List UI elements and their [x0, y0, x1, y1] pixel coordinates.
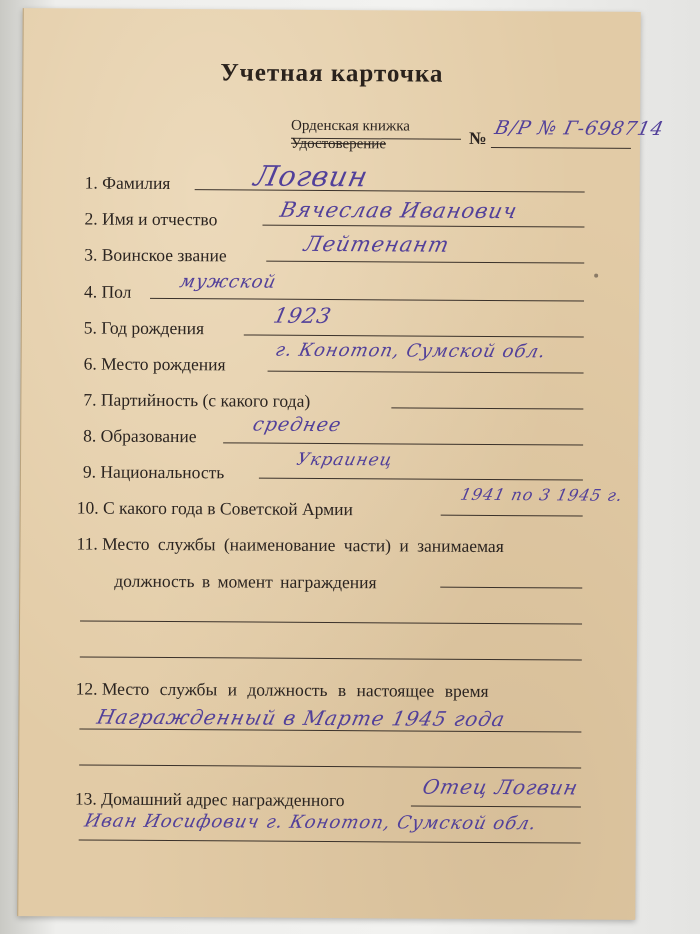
field-5-label: 5. Год рождения [83, 317, 205, 339]
field-11-rule-3 [80, 656, 582, 660]
field-4-value: мужской [177, 271, 279, 293]
field-2-rule [262, 225, 584, 228]
field-7-label: 7. Партийность (с какого года) [83, 389, 311, 411]
field-12-label: 12. Место службы и должность в настоящее время [75, 678, 489, 701]
order-book-number: В/Р № Г-698714 [492, 117, 667, 141]
field-2-value: Вячеслав Иванович [277, 197, 520, 224]
field-1-value: Логвин [251, 159, 372, 194]
field-13-rule-1 [411, 806, 581, 808]
field-10-rule [441, 515, 583, 517]
field-12-value: Награжденный в Марте 1945 года [94, 704, 508, 732]
field-9-value: Украинец [294, 449, 395, 471]
field-13-value-line2: Иван Иосифович г. Конотоп, Сумской обл. [82, 810, 539, 835]
field-6-value: г. Конотоп, Сумской обл. [273, 339, 549, 363]
field-11-rule-1 [440, 587, 582, 589]
field-6-label: 6. Место рождения [83, 353, 226, 375]
field-12-rule-2 [79, 764, 581, 768]
field-8-value: среднее [250, 413, 344, 437]
field-3-rule [266, 261, 584, 264]
field-5-value: 1923 [271, 303, 334, 328]
field-6-rule [268, 371, 584, 374]
field-9-rule [259, 478, 583, 481]
field-8-rule [223, 442, 583, 445]
field-3-label: 3. Воинское звание [84, 244, 227, 266]
field-2-label: 2. Имя и отчество [84, 208, 218, 230]
field-7-rule [391, 407, 583, 409]
paper-speck [594, 274, 598, 278]
field-5-rule [244, 334, 584, 337]
field-11-label-line2: должность в момент награждения [114, 570, 377, 593]
field-10-label: 10. С какого года в Советской Армии [76, 497, 354, 520]
field-13-value: Отец Логвин [420, 774, 581, 800]
order-book-label: Орденская книжка [291, 117, 411, 135]
field-12-rule-1 [79, 728, 581, 732]
field-9-label: 9. Национальность [82, 461, 225, 483]
registration-card [17, 8, 667, 920]
field-11-rule-2 [80, 620, 582, 624]
field-4-rule [150, 298, 584, 302]
field-8-label: 8. Образование [83, 425, 197, 447]
field-4-label: 4. Пол [83, 281, 132, 302]
field-1-label: 1. Фамилия [84, 172, 171, 194]
field-10-value: 1941 по 3 1945 г. [458, 484, 625, 505]
field-3-value: Лейтенант [301, 231, 452, 257]
field-11-label: 11. Место службы (наименование части) и занимаемая [76, 533, 504, 557]
number-rule [491, 147, 631, 149]
field-13-label: 13. Домашний адрес награжденного [74, 788, 345, 811]
certificate-label: Удостоверение [290, 135, 387, 153]
card-title: Учетная карточка [220, 59, 444, 88]
number-sign: № [468, 127, 487, 148]
field-13-rule-2 [79, 839, 581, 843]
